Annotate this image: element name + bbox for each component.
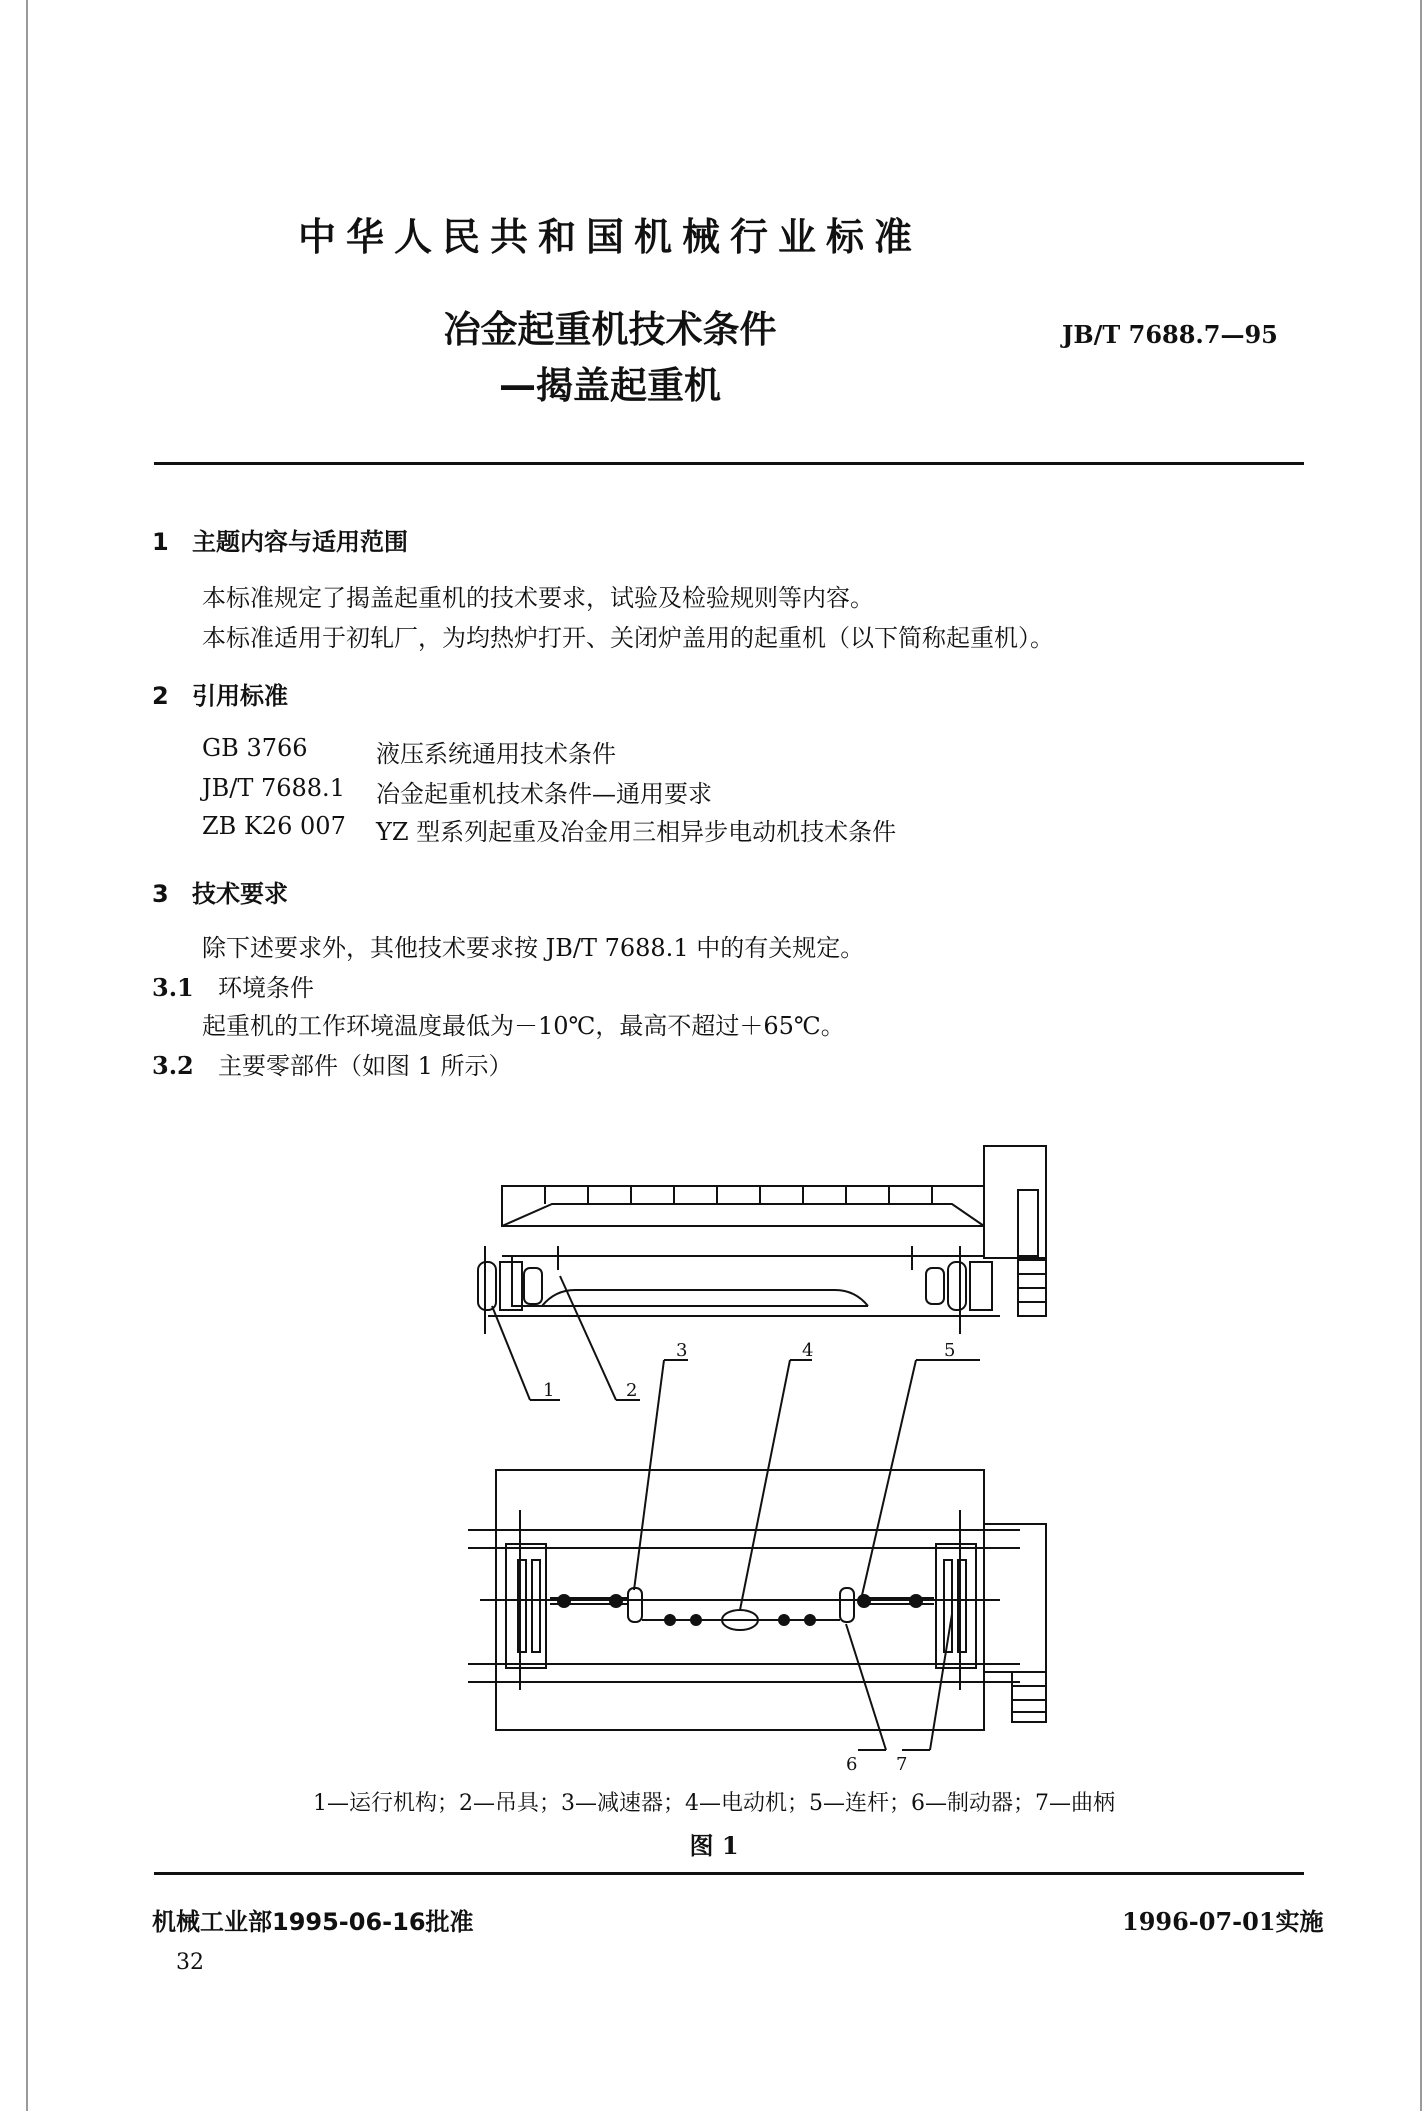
reference-title: 冶金起重机技术条件—通用要求 [376,780,712,808]
subsection-3-1-text: 起重机的工作环境温度最低为－10℃，最高不超过＋65℃。 [202,1012,845,1040]
approval-date: 机械工业部1995-06-16批准 [152,1908,474,1936]
section-2-heading [152,676,288,711]
figure-callouts [543,1340,955,1775]
implementation-date: 1996-07-01实施 [1122,1907,1324,1936]
section-number: 1 [152,528,169,556]
subsection-3-2-heading [152,1046,513,1081]
figure-caption: 1—运行机构；2—吊具；3—减速器；4—电动机；5—连杆；6—制动器；7—曲柄 [313,1791,1115,1816]
reference-title: YZ 型系列起重及冶金用三相异步电动机技术条件 [376,818,897,846]
subsection-number: 3.1 [152,973,194,1002]
reference-code: GB 3766 [202,734,308,762]
section-1-paragraph-1: 本标准规定了揭盖起重机的技术要求，试验及检验规则等内容。 [202,584,874,612]
subsection-title: 主要零部件（如图 1 所示） [218,1052,513,1080]
elevation-view [478,1146,1046,1400]
subsection-3-1-heading [152,968,314,1003]
section-title: 引用标准 [192,682,288,710]
reference-code: ZB K26 007 [202,812,346,840]
section-title: 技术要求 [192,880,288,908]
reference-code: JB/T 7688.1 [202,774,345,802]
callout-4: 4 [802,1340,814,1361]
figure-1-drawing [440,1120,1060,1780]
document-title [0,302,1220,414]
section-number: 3 [152,880,169,908]
callout-1: 1 [543,1380,555,1401]
page-number: 32 [176,1950,204,1975]
subsection-number: 3.2 [152,1051,194,1080]
section-number: 2 [152,682,169,710]
callout-6: 6 [846,1754,858,1775]
document-title-line1: 冶金起重机技术条件 [443,308,777,351]
standard-number: JB/T 7688.7—95 [1062,320,1278,349]
callout-2: 2 [626,1380,638,1401]
document-title-line2: —揭盖起重机 [499,364,721,407]
callout-7: 7 [896,1754,908,1775]
section-3-intro: 除下述要求外，其他技术要求按 JB/T 7688.1 中的有关规定。 [202,934,865,962]
standard-category-header: 中华人民共和国机械行业标准 [297,215,922,259]
section-title: 主题内容与适用范围 [192,528,408,556]
section-3-heading [152,874,288,909]
top-rule [154,462,1304,465]
callout-3: 3 [676,1340,688,1361]
section-1-paragraph-2: 本标准适用于初轧厂，为均热炉打开、关闭炉盖用的起重机（以下简称起重机）。 [202,624,1054,652]
plan-view [468,1360,1046,1750]
reference-title: 液压系统通用技术条件 [376,740,616,768]
callout-5: 5 [944,1340,956,1361]
section-1-heading [152,522,408,557]
bottom-rule [154,1872,1304,1875]
subsection-title: 环境条件 [218,974,314,1002]
figure-label: 图 1 [689,1831,739,1860]
